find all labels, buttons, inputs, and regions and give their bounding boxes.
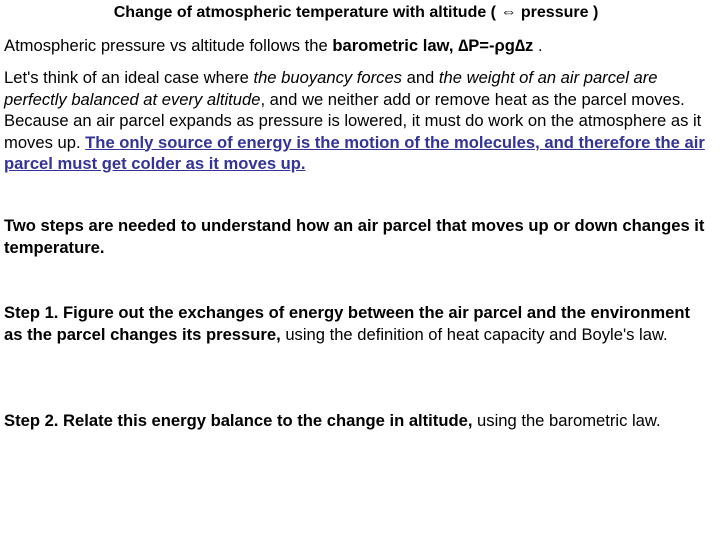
step2-bold: Step 2. Relate this energy balance to the change in altitude, — [4, 411, 473, 430]
step1-rest: using the definition of heat capacity and Boyle's law. — [280, 324, 668, 344]
pressure-text-end: . — [533, 36, 543, 55]
step2-paragraph — [4, 410, 710, 432]
barometric-law-paragraph — [4, 35, 710, 57]
step2-rest: using the barometric law. — [472, 411, 661, 430]
buoyancy-forces-phrase: the buoyancy forces — [253, 68, 402, 87]
step1-paragraph — [4, 302, 710, 345]
ideal-text-1: Let's think of an ideal case where — [4, 68, 254, 87]
ideal-text-5: , and we neither add or remove heat as the parcel moves. Because an air parcel expands as pressure is lowered, it must do work on the atmosphere as it moves up. — [4, 89, 702, 152]
pressure-text: Atmospheric pressure vs altitude follows the — [4, 36, 333, 55]
ideal-case-paragraph — [4, 67, 710, 175]
step1-bold: Step 1. Figure out the exchanges of energy between the air parcel and the environment as the parcel changes its pressure, — [4, 303, 691, 344]
two-steps-paragraph: Two steps are needed to understand how an air parcel that moves up or down changes it temperature. — [4, 216, 705, 257]
barometric-law-formula: barometric law, ∆P=-ρg∆z — [332, 36, 534, 55]
energy-source-highlight: The only source of energy is the motion of the molecules, and therefore the air parcel must get colder as it moves up. — [4, 132, 705, 173]
parcel-weight-phrase: the weight of an air parcel are perfectly balanced at every altitude — [4, 68, 658, 109]
slide-title: Change of atmospheric temperature with altitude ( ⇔ pressure ) — [113, 4, 599, 21]
ideal-text-3: and — [401, 68, 439, 87]
